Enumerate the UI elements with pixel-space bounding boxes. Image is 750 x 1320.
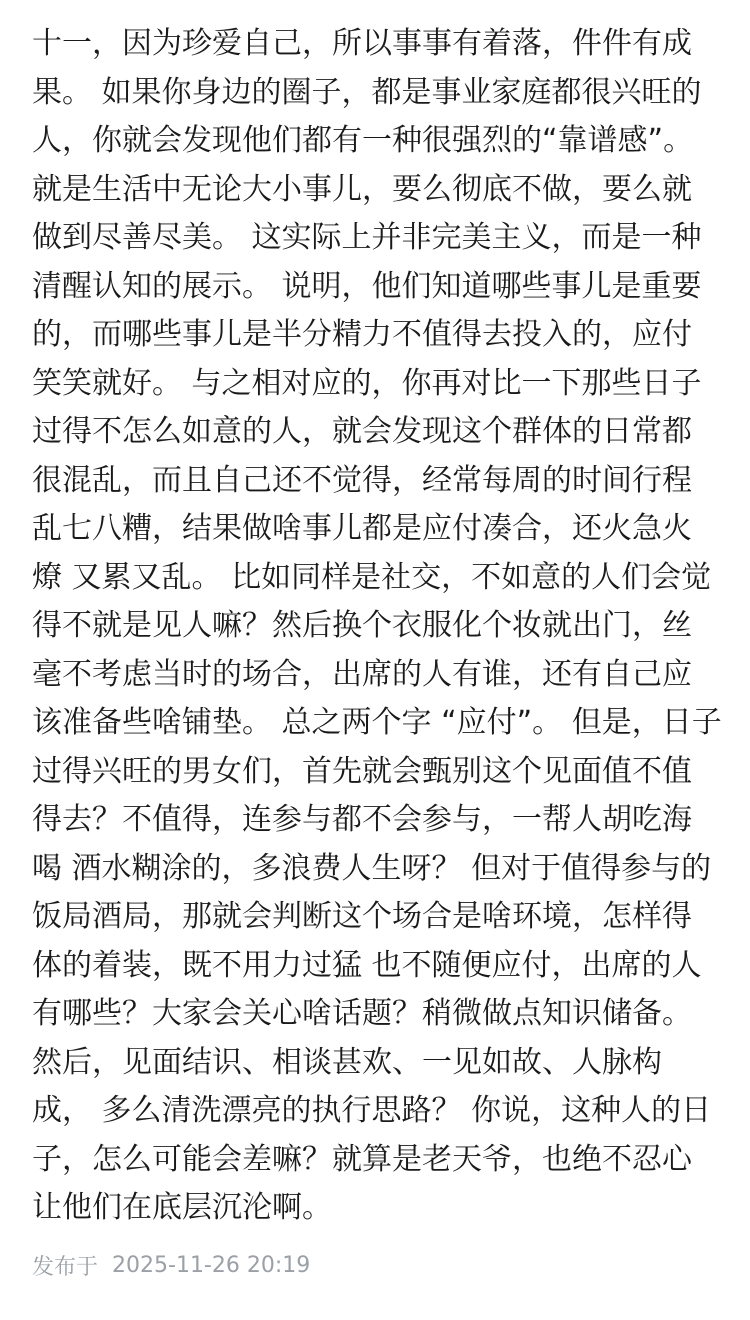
article-line: 让他们在底层沉沦啊。 [32,1190,332,1225]
article-line: 然后，见面结识、相谈甚欢、一见如故、人脉构 [32,1044,662,1080]
article-line: 饭局酒局，那就会判断这个场合是啥环境，怎样得 [32,899,692,934]
article-line: 做到尽善尽美。 这实际上并非完美主义，而是一种 [32,220,702,255]
article-line: 体的着装，既不用力过猛 也不随便应付，出席的人 [32,947,702,983]
article-line: 该准备些啥铺垫。 总之两个字 “应付”。 但是，日子 [32,705,722,740]
article-line: 得去？不值得，连参与都不会参与，一帮人胡吃海 [32,802,692,837]
published-time: 2025-11-26 20:19 [112,1253,311,1278]
article-line: 乱七八糟，结果做啥事儿都是应付凑合，还火急火 [32,511,692,546]
article-line: 果。 如果你身边的圈子，都是事业家庭都很兴旺的 [32,74,702,110]
article-line: 的，而哪些事儿是半分精力不值得去投入的，应付 [32,317,692,352]
article-line: 得不就是见人嘛？然后换个衣服化个妆就出门，丝 [32,608,692,643]
article-line: 喝 酒水糊涂的，多浪费人生呀？ 但对于值得参与的 [32,850,712,886]
article-line: 人，你就会发现他们都有一种很强烈的“靠谱感”。 [32,123,694,158]
article-line: 毫不考虑当时的场合，出席的人有谁，还有自己应 [32,656,692,692]
article-line: 子，怎么可能会差嘛？就算是老天爷，也绝不忍心 [32,1141,692,1177]
article-line: 过得不怎么如意的人，就会发现这个群体的日常都 [32,414,692,449]
article-line: 十一，因为珍爱自己，所以事事有着落，件件有成 [32,26,692,61]
article-body [32,20,722,1233]
article-line: 有哪些？大家会关心啥话题？稍微做点知识储备。 [32,996,692,1031]
article-line: 很混乱，而且自己还不觉得，经常每周的时间行程 [32,462,692,498]
publish-info [32,1250,310,1281]
article-line: 过得兴旺的男女们，首先就会甄别这个见面值不值 [32,753,692,789]
article-line: 笑笑就好。 与之相对应的，你再对比一下那些日子 [32,365,702,401]
published-label: 发布于 [32,1255,99,1280]
article-line: 清醒认知的展示。 说明，他们知道哪些事儿是重要 [32,268,702,304]
article-line: 燎 又累又乱。 比如同样是社交，不如意的人们会觉 [32,559,712,595]
article-line: 成， 多么清洗漂亮的执行思路？ 你说，这种人的日 [32,1093,712,1128]
article-line: 就是生活中无论大小事儿，要么彻底不做，要么就 [32,171,692,207]
